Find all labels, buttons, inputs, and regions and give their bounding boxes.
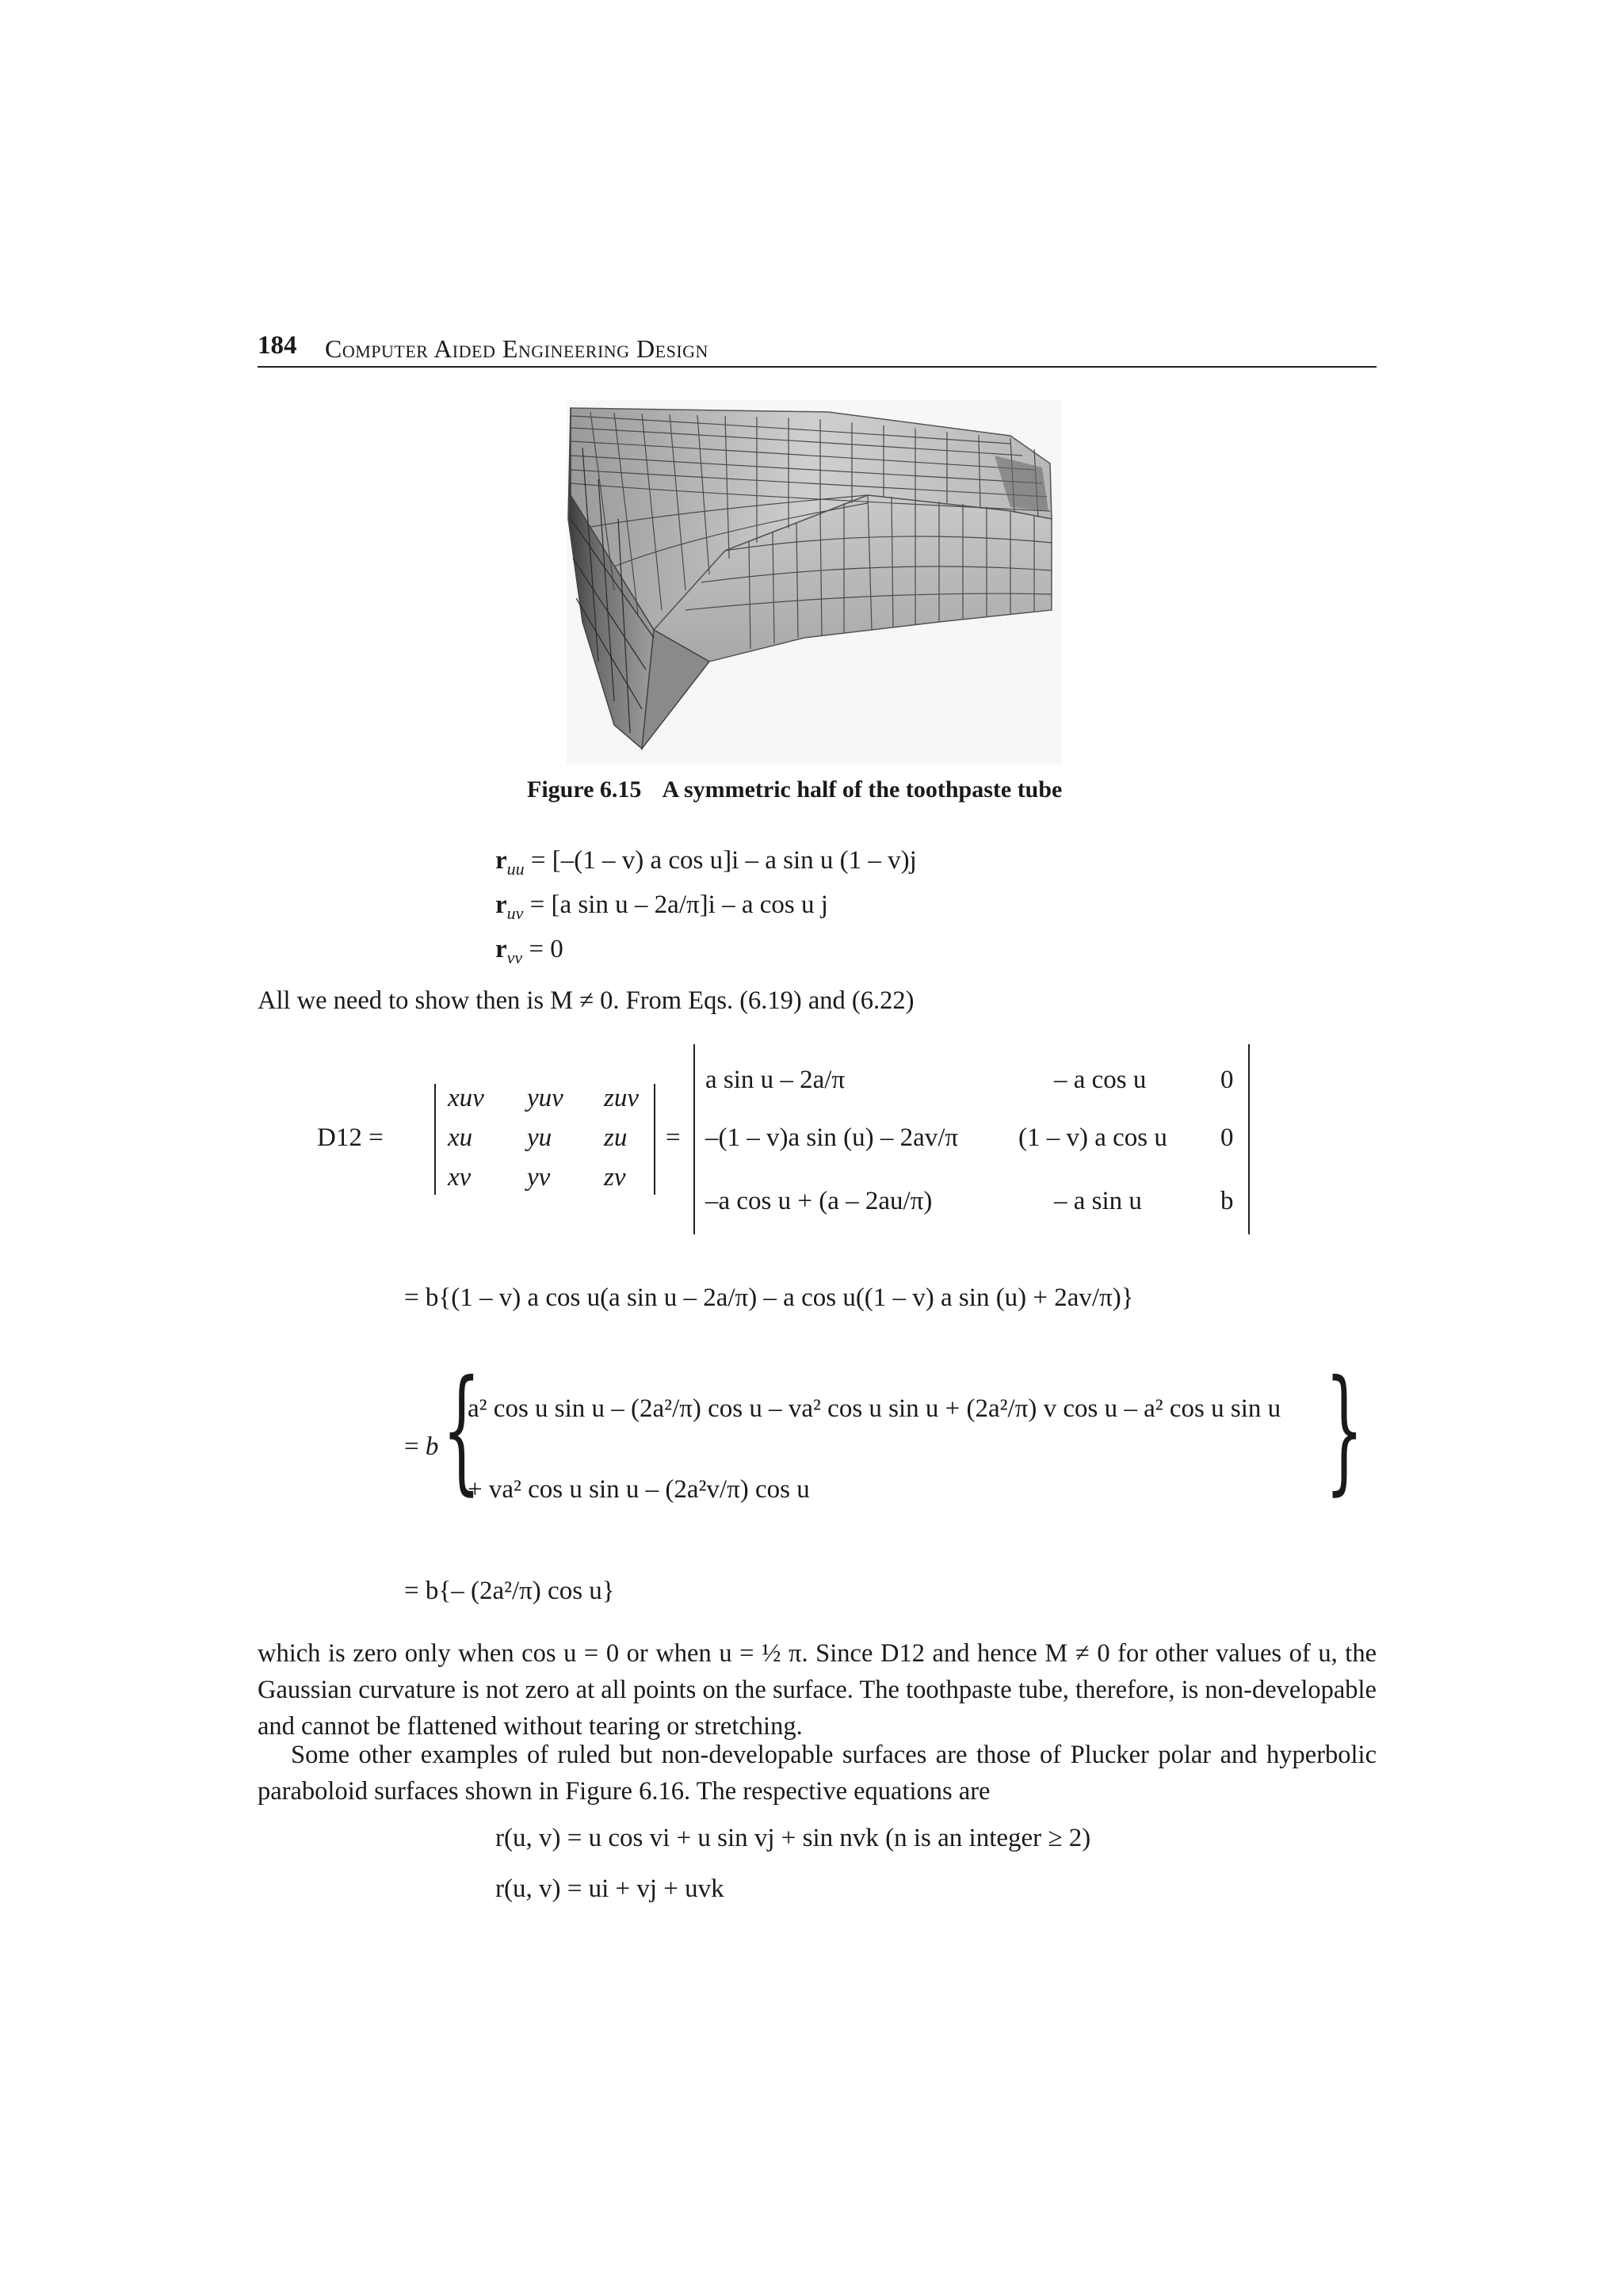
figure-caption xyxy=(527,776,1062,803)
right-matrix-r2c1: –(1 – v)a sin (u) – 2av/π xyxy=(705,1123,959,1152)
left-matrix-row-2c: zu xyxy=(604,1123,628,1152)
left-matrix-bar-left xyxy=(434,1084,436,1195)
book-page: 184 Computer Aided Engineering Design Figure 6.15 A symmetric half of the toothpaste tube $r_{uu} = [-(1 - v)$ a cos u]i – a sin u (1 – v)j $r_{uv} = [a$ sin u – 2a/π]i – a cos u j $r_{vv} = 0$ All we need to show then is M ≠ 0. From Eqs. (6.19) and (6.22) D12 = xuv yuv zuv xu yu zu xv yv zv = a sin u – 2a/π – a cos u 0 –(1 – v)a sin (u) – 2av/π (1 – v) a cos u 0 –a cos u + (a – 2au/π) – a sin u b = b{(1 – v) a cos u(a sin u – 2a/π) – a cos u((1 – v) a sin (u) + 2av/π)} = b { a² cos u sin u – (2a²/π) cos u – va² cos u sin u + (2a²/π) v cos u – a² cos u sin u + va² cos u sin u – (2a²v/π) cos u } = b{– (2a²/π) cos u} which is zero only when cos u = 0 or when u = ½ π. Since D12 and hence M ≠ 0 for other values of u, the Gaussian curvature is not zero at all points on the surface. The toothpaste tube, therefore, is non-developable and cannot be flattened without tearing or stretching. Some other examples of ruled but non-developable surfaces are those of Plucker polar and hyperbolic paraboloid surfaces shown in Figure 6.16. The respective equations are r(u, v) = u cos vi + u sin vj + sin nvk (n is an integer ≥ 2) r(u, v) = ui + vj + uvk xyxy=(258,331,1377,1903)
right-matrix-r1c3: 0 xyxy=(1220,1066,1234,1094)
left-matrix-row-2b: yu xyxy=(527,1123,552,1152)
right-matrix-r1c1: a sin u – 2a/π xyxy=(705,1066,846,1094)
figure-label: Figure 6.15 xyxy=(527,776,642,803)
right-matrix-r2c3: 0 xyxy=(1220,1123,1234,1152)
left-matrix-row-1: xuv xyxy=(448,1084,484,1112)
left-matrix-row-3: xv xyxy=(448,1163,472,1192)
left-matrix-bar-right xyxy=(654,1084,655,1195)
left-matrix-row-1c: zuv xyxy=(604,1084,639,1112)
expansion-line-2b: + va² cos u sin u – (2a²v/π) cos u xyxy=(468,1475,810,1504)
running-header xyxy=(258,331,1377,368)
left-matrix-row-3c: zv xyxy=(604,1163,626,1192)
left-matrix-row-3b: yv xyxy=(527,1163,551,1192)
equation-ruv: $r_{uv} = [a$ sin u – 2a/π]i – a cos u j xyxy=(495,891,828,923)
equation-ruu: $r_{uu} = [-(1 - v)$ a cos u]i – a sin u (1 – v)j xyxy=(495,846,917,879)
paragraph-1: which is zero only when cos u = 0 or when u = ½ π. Since D12 and hence M ≠ 0 for other values of u, the Gaussian curvature is not zero at all points on the surface. The toothpaste tube, therefore, is non-developable and cannot be flattened without tearing or stretching. xyxy=(258,1639,1377,1741)
right-matrix-r3c3: b xyxy=(1220,1187,1234,1215)
page-number: 184 xyxy=(258,331,297,360)
right-matrix-bar-right xyxy=(1248,1044,1250,1234)
determinant-lhs: D12 = xyxy=(317,1123,384,1152)
expansion-line-2a: a² cos u sin u – (2a²/π) cos u – va² cos u sin u + (2a²/π) v cos u – a² cos u sin u xyxy=(468,1394,1281,1423)
equation-rvv: $r_{vv} = 0$ xyxy=(495,935,563,967)
right-matrix-bar-left xyxy=(693,1044,695,1234)
paragraph-2: Some other examples of ruled but non-developable surfaces are those of Plucker polar and hyperbolic paraboloid surfaces shown in Figure 6.16. The respective equations are xyxy=(258,1741,1377,1806)
right-matrix-r3c2: – a sin u xyxy=(1054,1187,1142,1215)
toothpaste-tube-figure xyxy=(567,400,1062,765)
right-matrix-r2c2: (1 – v) a cos u xyxy=(1018,1123,1167,1152)
left-brace-2: { xyxy=(442,1352,481,1508)
right-matrix-r3c1: –a cos u + (a – 2au/π) xyxy=(705,1187,933,1215)
right-brace-2: } xyxy=(1325,1352,1364,1508)
running-title: Computer Aided Engineering Design xyxy=(325,334,708,363)
equation-hyperbolic: r(u, v) = ui + vj + uvk xyxy=(495,1875,724,1903)
left-matrix-row-1b: yuv xyxy=(527,1084,563,1112)
expansion-line-3: = b{– (2a²/π) cos u} xyxy=(404,1577,615,1605)
expansion-line-1: = b{(1 – v) a cos u(a sin u – 2a/π) – a cos u((1 – v) a sin (u) + 2av/π)} xyxy=(404,1283,1134,1312)
equation-plucker: r(u, v) = u cos vi + u sin vj + sin nvk (n is an integer ≥ 2) xyxy=(495,1824,1091,1852)
figure-caption-text: A symmetric half of the toothpaste tube xyxy=(662,776,1063,803)
text-show-m: All we need to show then is M ≠ 0. From Eqs. (6.19) and (6.22) xyxy=(258,986,915,1015)
right-matrix-r1c2: – a cos u xyxy=(1054,1066,1147,1094)
left-matrix-row-2: xu xyxy=(448,1123,473,1152)
